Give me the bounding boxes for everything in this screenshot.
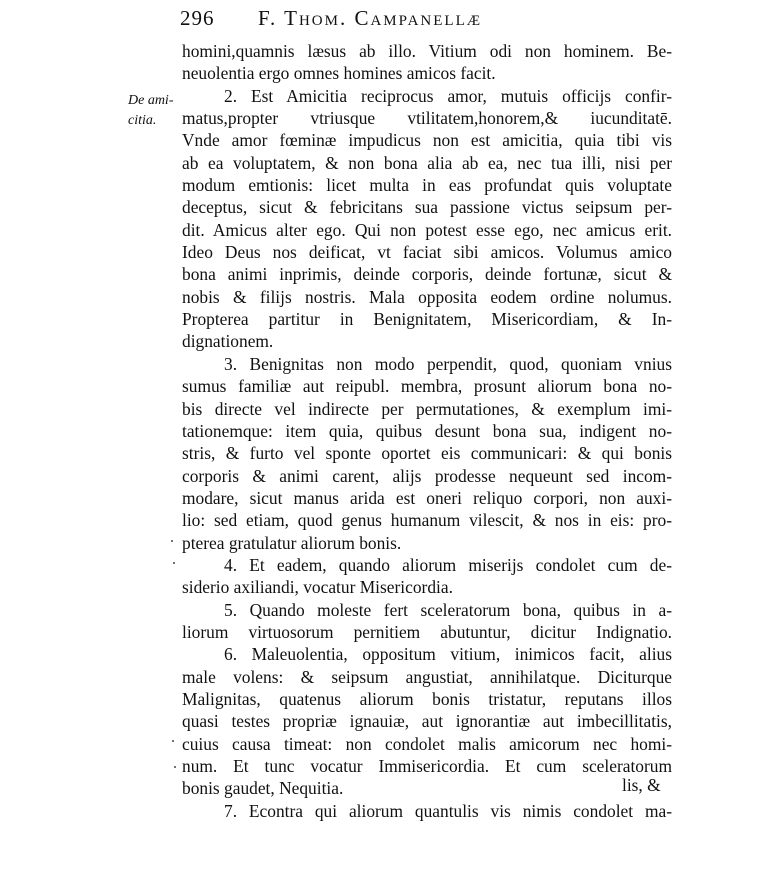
text-line: dignationem. — [182, 331, 274, 352]
text-line: matus,propter vtriusque vtilitatem,honorem,& iucunditatē. — [182, 108, 672, 129]
page-number: 296 — [180, 6, 215, 30]
text-line: neuolentia ergo omnes homines amicos facit. — [182, 63, 496, 84]
text-line: siderio axiliandi, vocatur Misericordia. — [182, 577, 453, 598]
text-line: homini,quamnis læsus ab illo. Vitium odi non hominem. Be- — [182, 41, 672, 61]
margin-note — [128, 91, 180, 131]
ink-speck — [174, 766, 176, 768]
text-line: 6. Maleuolentia, oppositum vitium, inimicos facit, alius — [224, 644, 672, 665]
text-line: dit. Amicus alter ego. Qui non potest esse ego, nec amicus erit. — [182, 219, 672, 240]
running-title: F. Thom. Campanellæ — [258, 6, 483, 30]
text-line: Malignitas, quatenus aliorum bonis tristatur, reputans illos — [182, 688, 672, 709]
catchword: lis, & — [622, 775, 661, 795]
text-line: bis directe vel indirecte per permutationes, & exemplum imi- — [182, 398, 672, 419]
text-line: 2. Est Amicitia reciprocus amor, mutuis officijs confir- — [224, 85, 672, 106]
text-line: num. Et tunc vocatur Immisericordia. Et cum sceleratorum — [182, 756, 672, 776]
page-header — [180, 6, 680, 36]
text-line: quasi testes propriæ ignauiæ, aut ignorantiæ aut imbecillitatis, — [182, 711, 672, 732]
text-line: 4. Et eadem, quando aliorum miserijs condolet cum de- — [224, 554, 672, 575]
body-text — [182, 40, 672, 822]
text-line: modare, sicut manus arida est oneri reliquo corpori, non auxi- — [182, 487, 672, 508]
text-line: sumus familiæ aut reipubl. membra, prosunt aliorum bona no- — [182, 376, 672, 397]
ink-speck — [172, 740, 174, 742]
text-line: modum emtionis: licet multa in eas profundat quis voluptate — [182, 175, 672, 196]
text-line: ab ea voluptatem, & non bona alia ab ea, nec tua illi, nisi per — [182, 152, 672, 173]
text-line: 5. Quando moleste fert sceleratorum bona, quibus in a- — [224, 599, 672, 620]
text-line: liorum virtuosorum pernitiem abutuntur, dicitur Indignatio. — [182, 621, 672, 642]
text-line: 7. Econtra qui aliorum quantulis vis nimis condolet ma- — [224, 800, 672, 821]
text-line: tationemque: item quia, quibus desunt bona sua, indigent no- — [182, 420, 672, 441]
text-line: lio: sed etiam, quod genus humanum vilescit, & nos in eis: pro- — [182, 510, 672, 531]
ink-speck — [173, 562, 175, 564]
ink-speck — [171, 540, 173, 542]
margin-note-line: citia. — [128, 113, 157, 128]
text-line: nobis & filijs nostris. Mala opposita eodem ordine nolumus. — [182, 286, 672, 307]
margin-note-line: De ami- — [128, 93, 174, 108]
text-line: Propterea partitur in Benignitatem, Misericordiam, & In- — [182, 309, 672, 330]
text-line: bonis gaudet, Nequitia. — [182, 778, 344, 799]
text-line: male volens: & seipsum angustiat, annihilatque. Diciturque — [182, 666, 672, 687]
text-line: bona animi inprimis, deinde corporis, deinde fortunæ, sicut & — [182, 264, 672, 285]
text-line: stris, & furto vel sponte oportet eis communicari: & qui bonis — [182, 443, 672, 464]
text-line: pterea gratulatur aliorum bonis. — [182, 532, 402, 553]
text-line: Ideo Deus nos deificat, vt faciat sibi amicos. Volumus amico — [182, 242, 672, 263]
print-specks — [168, 540, 178, 780]
text-line: Vnde amor fœminæ impudicus non est amicitia, quia tibi vis — [182, 130, 672, 151]
text-line: 3. Benignitas non modo perpendit, quod, quoniam vnius — [224, 353, 672, 374]
text-line: deceptus, sicut & febricitans sua passione victus seipsum per- — [182, 197, 672, 218]
text-line: corporis & animi carent, alijs prodesse nequeunt sed incom- — [182, 465, 672, 486]
text-line: cuius causa timeat: non condolet malis amicorum nec homi- — [182, 733, 672, 754]
